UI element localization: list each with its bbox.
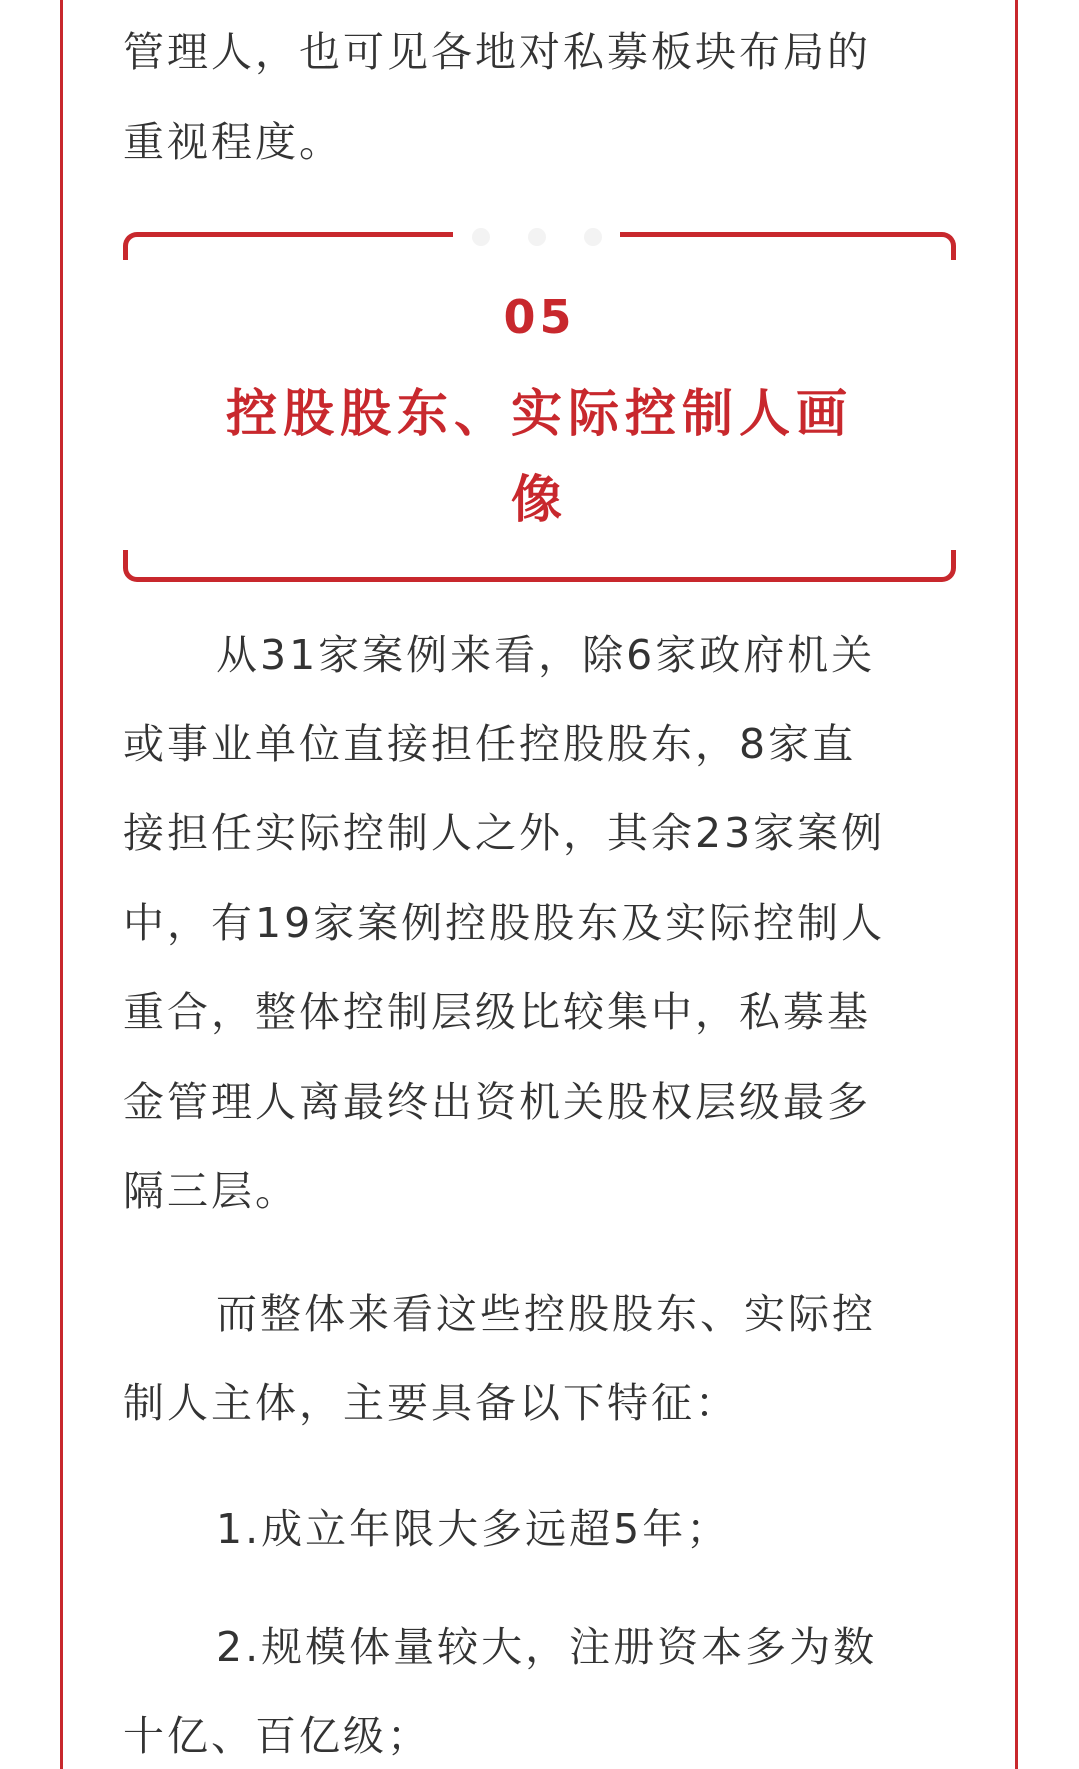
list-item: 1.成立年限大多远超5年； [216,1505,731,1553]
paragraph-line: 管理人，也可见各地对私募板块布局的 [123,28,871,76]
paragraph-line: 重合，整体控制层级比较集中，私募基 [123,988,871,1036]
paragraph-line: 金管理人离最终出资机关股权层级最多 [123,1078,871,1126]
paragraph-line: 重视程度。 [123,118,343,166]
list-item: 2.规模体量较大，注册资本多为数 [216,1623,878,1671]
paragraph-line: 隔三层。 [123,1167,299,1215]
list-item: 十亿、百亿级； [123,1712,431,1760]
paragraph-line: 从31家案例来看，除6家政府机关 [216,631,876,679]
paragraph-line: 制人主体，主要具备以下特征： [123,1379,739,1427]
left-border-line [60,0,63,1769]
frame-bottom-bracket [123,550,956,582]
paragraph-line: 而整体来看这些控股股东、实际控 [216,1290,876,1338]
frame-top-right-bracket [620,232,956,260]
paragraph-line: 中，有19家案例控股股东及实际控制人 [123,899,886,947]
frame-top-left-bracket [123,232,453,260]
right-border-line [1015,0,1018,1769]
section-title: 控股股东、实际控制人画像 [225,385,853,530]
decorative-dots [472,224,612,248]
dot-icon [584,228,602,246]
section-number: 05 [503,290,576,344]
dot-icon [528,228,546,246]
paragraph-line: 接担任实际控制人之外，其余23家案例 [123,809,886,857]
dot-icon [472,228,490,246]
paragraph-line: 或事业单位直接担任控股股东，8家直 [123,720,857,768]
